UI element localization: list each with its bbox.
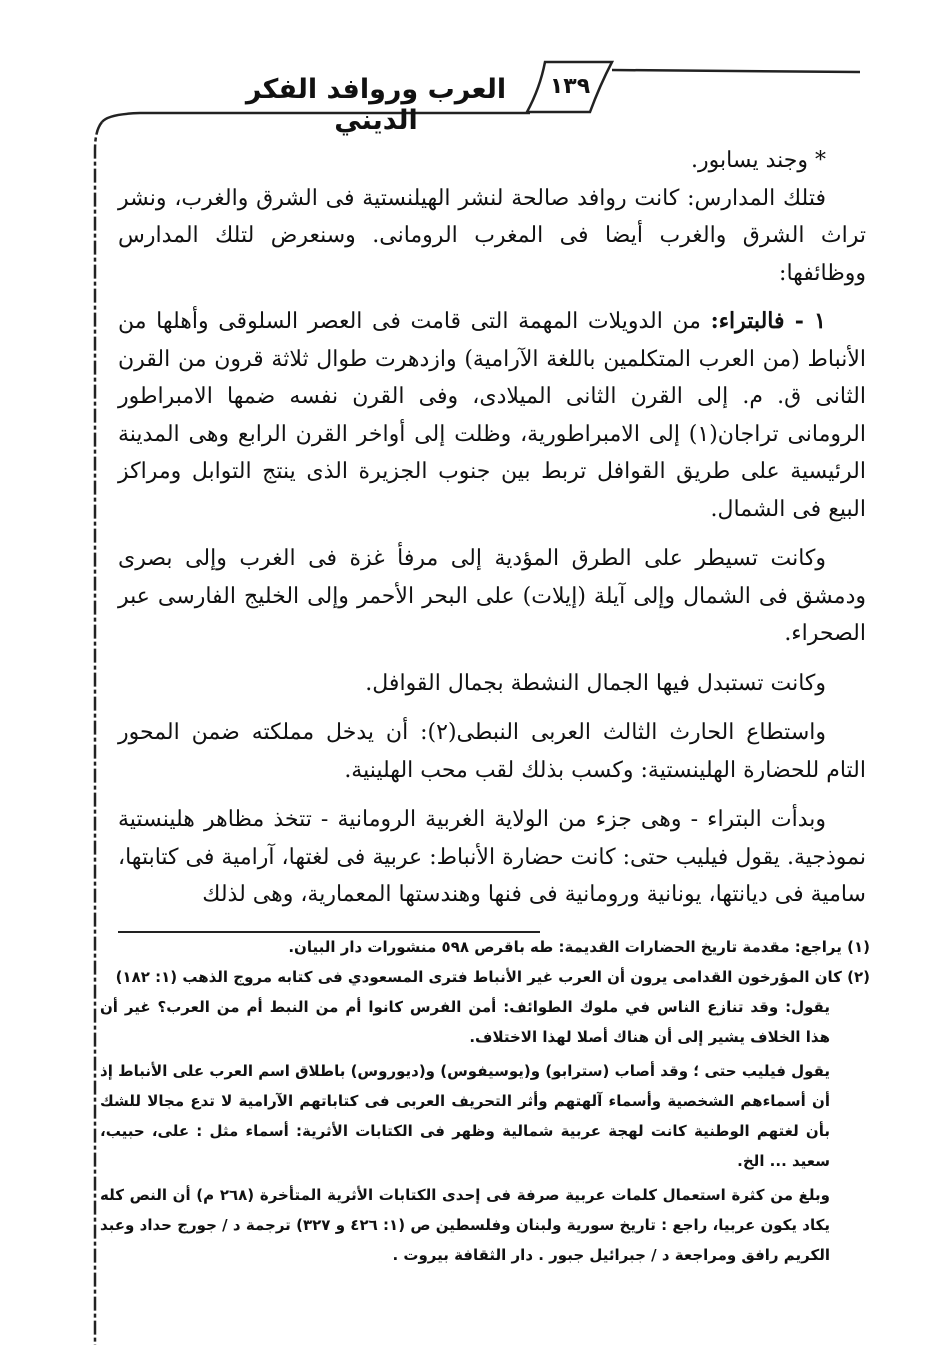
header-title: العرب وروافد الفكر الديني: [245, 74, 507, 136]
paragraph-6: واستطاع الحارث الثالث العربى النبطى(٢): أن يدخل مملكته ضمن المحور التام للحضارة الهلينستية: وكسب بذلك لقب محب الهلينية.: [118, 720, 866, 783]
paragraph-2: فتلك المدارس: كانت روافد صالحة لنشر الهيلنستية فى الشرق والغرب، ونشر تراث الشرق والغرب أيضا فى المغرب الرومانى. وسنعرض لتلك المدارس ووظائفها:: [118, 185, 866, 286]
footnotes: [100, 932, 870, 1270]
footnote-2-cont: يقول: وقد تنازع الناس في ملوك الطوائف: أمن الفرس كانوا أم من النبط أم من العرب؟ غير أن هذا الخلاف يشير إلى أن هناك أصلا لهذا الاختلاف.: [100, 998, 830, 1046]
paragraph-3-label: ١ - فالبتراء:: [710, 308, 826, 334]
paragraph-7: وبدأت البتراء - وهى جزء من الولاية الغربية الرومانية - تتخذ مظاهر هلينستية نموذجية. يقول فيليب حتى: كانت حضارة الأنباط: عربية فى لغتها، آرامية فى كتابتها، سامية فى ديانتها، يونانية ورومانية فى فنها وهندستها المعمارية، وهى لذلك: [118, 807, 866, 907]
page-number: ١٣٩: [549, 74, 591, 99]
running-header: [0, 58, 931, 136]
paragraph-3-text: من الدويلات المهمة التى قامت فى العصر السلوقى وأهلها من الأنباط (من العرب المتكلمين باللغة الآرامية) وازدهرت طوال ثلاثة قرون من القرن الثانى ق. م. إلى القرن الثانى الميلادى، وفى القرن نفسه ضمها الامبراطور الرومانى تراجان(١) إلى الامبراطورية، وظلت إلى أواخر القرن الرابع وهى المدينة الرئيسية على طريق القوافل تربط بين جنوب الجزيرة الذى ينتج التوابل ومراكز البيع فى الشمال.: [118, 309, 866, 522]
paragraph-3: [118, 303, 866, 528]
footnote-2: (٢) كان المؤرخون القدامى يرون أن العرب غير الأنباط فترى المسعودي فى كتابه مروج الذهب (١: ١٨٢): [115, 968, 870, 986]
paragraph-5: وكانت تستبدل فيها الجمال النشطة بجمال القوافل.: [365, 670, 826, 696]
paragraph-4: وكانت تسيطر على الطرق المؤدية إلى مرفأ غزة فى الغرب وإلى بصرى ودمشق فى الشمال وإلى آيلة (إيلات) على البحر الأحمر وإلى الخليج الفارسى عبر الصحراء.: [118, 546, 866, 646]
footnote-2-hitti: يقول فيليب حتى ؛ وقد أصاب (سترابو) و(يوسيفوس) و(ديوروس) باطلاق اسم العرب على الأنباط إذ أن أسماءهم الشخصية وأسماء آلهتهم وأثر التحريف العربى فى كتاباتهم الآرامية لا تدع مجالا للشك بأن لغتهم الوطنية كانت لهجة عربية شمالية وظهر فى الكتابات الأثرية: أسماء مثل : على، حبيب، سعيد ... الخ.: [100, 1062, 830, 1170]
footnote-1: (١) يراجع: مقدمة تاريخ الحضارات القديمة: طه باقرص ٥٩٨ منشورات دار البيان.: [288, 938, 870, 956]
main-text: [118, 142, 866, 914]
footnote-2-inscription: وبلغ من كثرة استعمال كلمات عربية صرفة فى إحدى الكتابات الأثرية المتأخرة (٢٦٨ م) أن النص كله يكاد يكون عربيا، راجع : تاريخ سورية ولبنان وفلسطين ص (١: ٤٢٦ و ٣٢٧) ترجمة د / جورج حداد وعبد الكريم رافق ومراجعة د / جبرائيل جبور . دار الثقافة بيروت .: [100, 1186, 830, 1264]
paragraph-1: * وجند يسابور.: [691, 148, 826, 173]
